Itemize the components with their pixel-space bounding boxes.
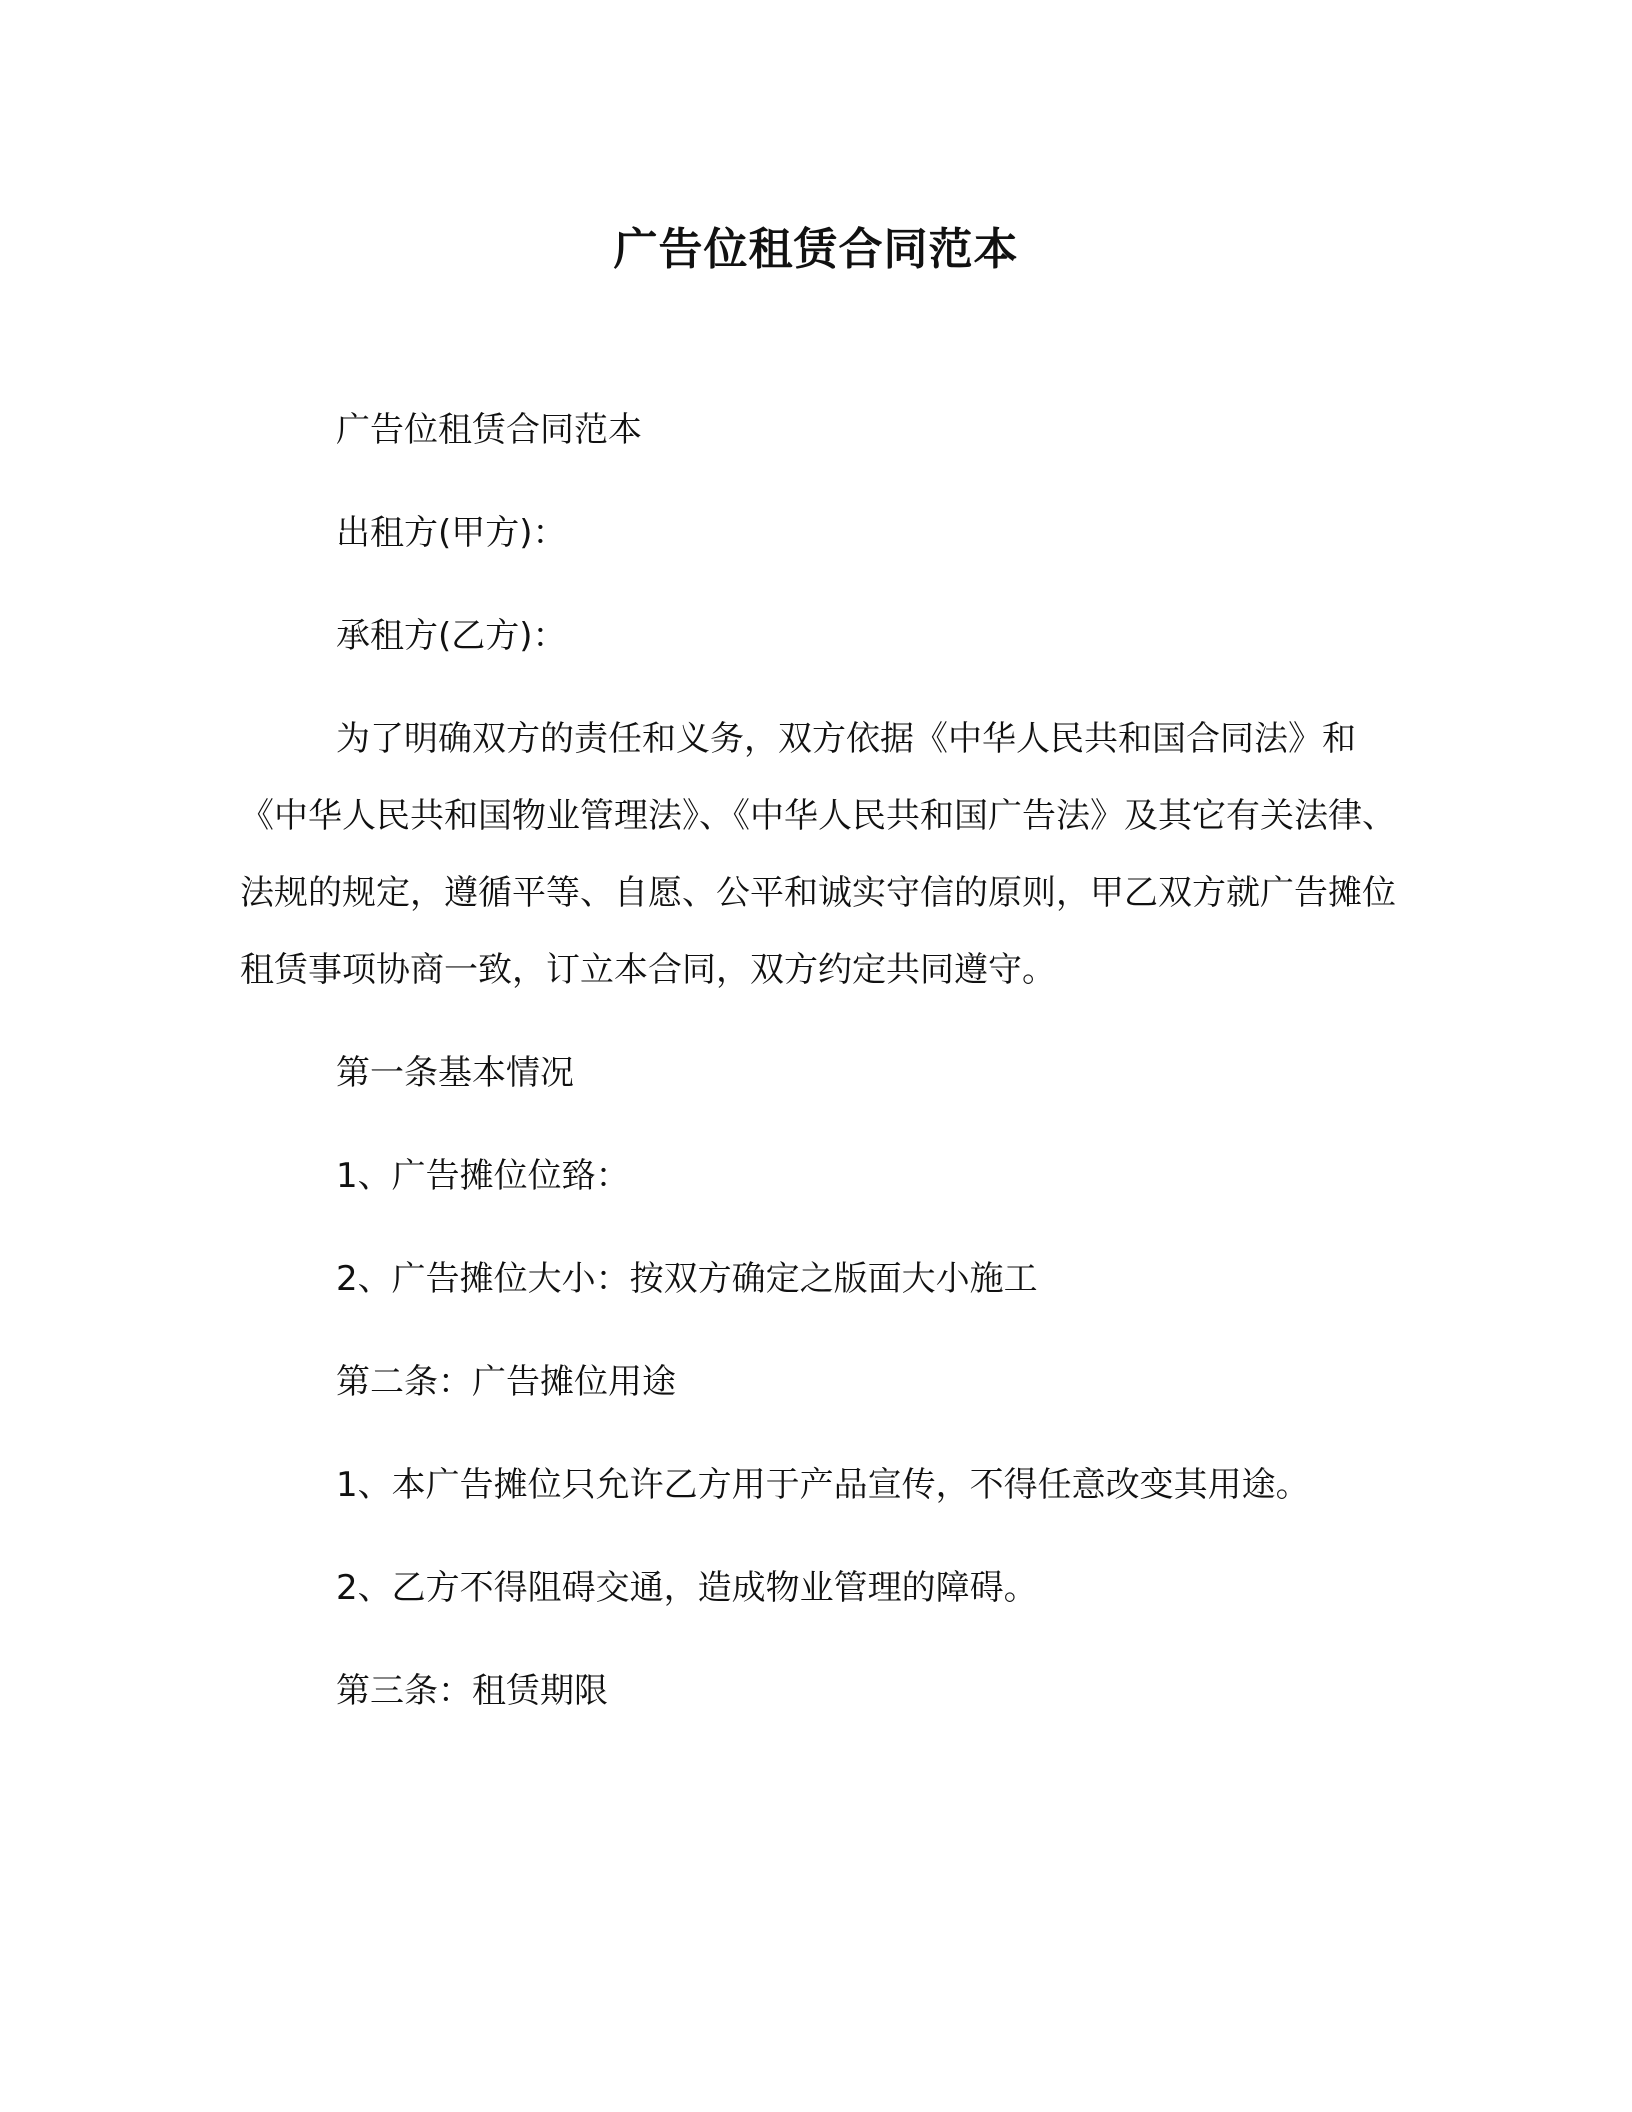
document-title: 广告位租赁合同范本 (613, 224, 1019, 275)
paragraph-article-2-item-2: 2、乙方不得阻碍交通，造成物业管理的障碍。 (336, 1568, 1038, 1608)
paragraph-lessor: 出租方(甲方)： (336, 513, 567, 553)
paragraph-article-2-item-1: 1、本广告摊位只允许乙方用于产品宣传，不得任意改变其用途。 (336, 1465, 1310, 1505)
paragraph-article-1: 第一条基本情况 (336, 1053, 574, 1093)
paragraph-subtitle: 广告位租赁合同范本 (336, 410, 642, 450)
paragraph-article-2: 第二条：广告摊位用途 (336, 1362, 676, 1402)
document-body (240, 392, 1400, 1756)
paragraph-lessee: 承租方(乙方)： (336, 616, 567, 656)
paragraph-article-1-item-2: 2、广告摊位大小：按双方确定之版面大小施工 (336, 1259, 1038, 1299)
paragraph-article-3: 第三条：租赁期限 (336, 1671, 608, 1711)
paragraph-preamble: 为了明确双方的责任和义务，双方依据《中华人民共和国合同法》和《中华人民共和国物业管理法》、《中华人民共和国广告法》及其它有关法律、法规的规定，遵循平等、自愿、公平和诚实守信的原则，甲乙双方就广告摊位租赁事项协商一致，订立本合同，双方约定共同遵守。 (240, 719, 1396, 990)
paragraph-article-1-item-1: 1、广告摊位位臵： (336, 1156, 630, 1196)
